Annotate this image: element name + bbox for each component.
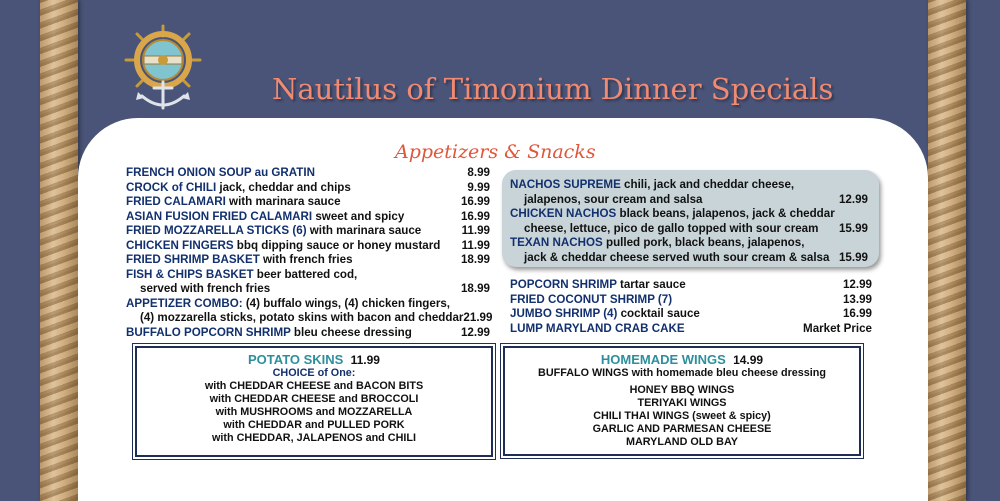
menu-item: FRIED MOZZARELLA STICKS (6) with marinara sauce 11.99	[126, 224, 490, 237]
section-title: Appetizers & Snacks	[395, 141, 596, 163]
wings-option: GARLIC AND PARMESAN CHEESE	[592, 423, 772, 435]
wings-option: CHILI THAI WINGS (sweet & spicy)	[593, 410, 771, 422]
menu-item-continuation: served with french fries 18.99	[140, 282, 490, 295]
appetizer-list-left	[126, 166, 493, 340]
potato-skins-option: with CHEDDAR, JALAPENOS and CHILI	[212, 432, 416, 444]
wings-option: TERIYAKI WINGS	[637, 397, 727, 409]
nachos-box	[502, 170, 879, 267]
menu-item: FRIED SHRIMP BASKET with french fries 18.99	[126, 253, 490, 266]
menu-item: CHICKEN FINGERS bbq dipping sauce or honey mustard 11.99	[126, 238, 490, 252]
menu-item: FRENCH ONION SOUP au GRATIN 8.99	[126, 166, 490, 179]
potato-skins-choice: CHOICE of One:	[272, 367, 356, 379]
menu-item: APPETIZER COMBO: (4) buffalo wings, (4) chicken fingers,	[126, 296, 451, 310]
wings-option: MARYLAND OLD BAY	[626, 436, 738, 448]
menu-item: TEXAN NACHOS pulled pork, black beans, jalapenos,	[510, 236, 805, 249]
menu-item-continuation: jack & cheddar cheese served wuth sour cream & salsa 15.99	[524, 250, 868, 264]
menu-item: POPCORN SHRIMP tartar sauce 12.99	[510, 278, 872, 291]
menu-item-continuation: cheese, lettuce, pico de gallo topped with sour cream 15.99	[524, 221, 868, 235]
rope-left-decoration	[40, 0, 78, 501]
potato-skins-box	[135, 346, 493, 457]
menu-item: FRIED COCONUT SHRIMP (7) 13.99	[510, 292, 872, 306]
potato-skins-title: POTATO SKINS 11.99	[248, 352, 380, 367]
ship-wheel-anchor-logo	[118, 22, 208, 114]
menu-item: CROCK of CHILI jack, cheddar and chips 9.99	[126, 180, 490, 194]
menu-item: FISH & CHIPS BASKET beer battered cod,	[126, 267, 358, 281]
potato-skins-option: with CHEDDAR and PULLED PORK	[223, 419, 405, 431]
rope-right-decoration	[928, 0, 966, 501]
wings-title: HOMEMADE WINGS 14.99	[600, 352, 764, 367]
wings-option: BUFFALO WINGS with homemade bleu cheese dressing	[538, 367, 826, 379]
potato-skins-option: with CHEDDAR CHEESE and BACON BITS	[204, 380, 424, 392]
potato-skins-option: with MUSHROOMS and MOZZARELLA	[215, 406, 413, 418]
menu-item: JUMBO SHRIMP (4) cocktail sauce 16.99	[510, 307, 872, 320]
potato-skins-option: with CHEDDAR CHEESE and BROCCOLI	[209, 393, 419, 405]
wings-box	[503, 346, 861, 456]
page-title: Nautilus of Timonium Dinner Specials	[272, 72, 834, 106]
menu-item-continuation: jalapenos, sour cream and salsa 12.99	[524, 192, 868, 206]
menu-item: LUMP MARYLAND CRAB CAKE Market Price	[510, 321, 872, 335]
menu-item: NACHOS SUPREME chili, jack and cheddar cheese,	[510, 178, 795, 191]
menu-item: BUFFALO POPCORN SHRIMP bleu cheese dressing 12.99	[126, 325, 490, 339]
menu-item: ASIAN FUSION FRIED CALAMARI sweet and spicy 16.99	[126, 209, 490, 223]
menu-item: CHICKEN NACHOS black beans, jalapenos, jack & cheddar	[510, 207, 835, 220]
appetizer-list-right	[510, 278, 872, 336]
menu-item: FRIED CALAMARI with marinara sauce 16.99	[126, 195, 490, 208]
wings-option: HONEY BBQ WINGS	[629, 384, 735, 396]
menu-item-continuation: (4) mozzarella sticks, potato skins with bacon and cheddar 21.99	[140, 311, 493, 324]
